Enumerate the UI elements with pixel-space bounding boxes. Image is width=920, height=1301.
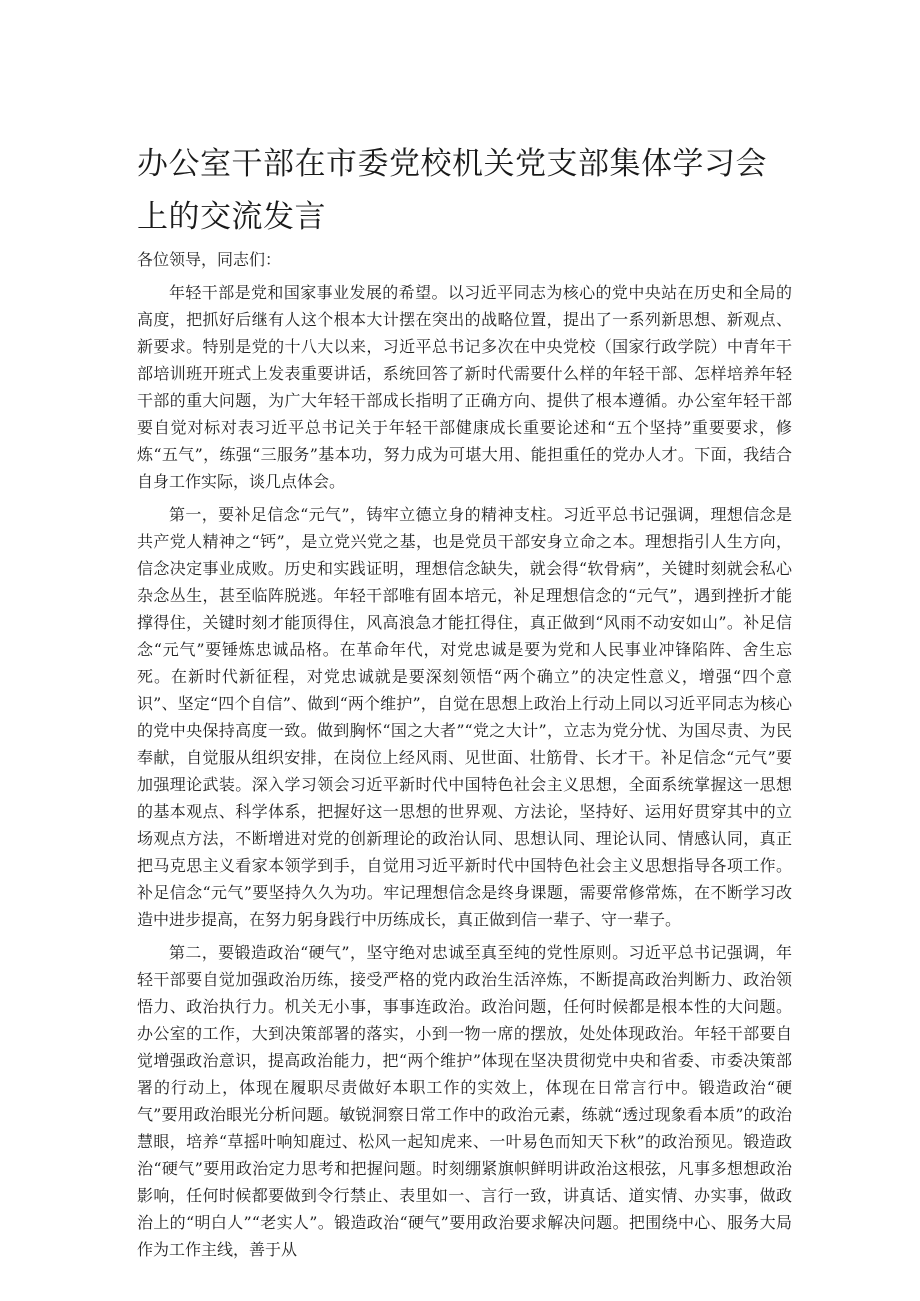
- paragraph-intro: 年轻干部是党和国家事业发展的希望。以习近平同志为核心的党中央站在历史和全局的高度，把抓好后继有人这个根本大计摆在突出的战略位置，提出了一系列新思想、新观点、新要求。特别是党的十八大以来，习近平总书记多次在中央党校（国家行政学院）中青年干部培训班开班式上发表重要讲话，系统回答了新时代需要什么样的年轻干部、怎样培养年轻干部的重大问题，为广大年轻干部成长指明了正确方向、提供了根本遵循。办公室年轻干部要自觉对标对表习近平总书记关于年轻干部健康成长重要论述和“五个坚持”重要要求，修炼“五气”，练强“三服务”基本功，努力成为可堪大用、能担重任的党办人才。下面，我结合自身工作实际，谈几点体会。: [137, 283, 792, 491]
- page-title: 办公室干部在市委党校机关党支部集体学习会上的交流发言: [137, 146, 767, 235]
- greeting: 各位领导，同志们：: [137, 250, 282, 269]
- paragraph-first-point: 第一，要补足信念“元气”，铸牢立德立身的精神支柱。习近平总书记强调，理想信念是共产党人精神之“钙”，是立党兴党之基，也是党员干部安身立命之本。理想指引人生方向，信念决定事业成败。历史和实践证明，理想信念缺失，就会得“软骨病”，关键时刻就会私心杂念丛生，甚至临阵脱逃。年轻干部唯有固本培元，补足理想信念的“元气”，遇到挫折才能撑得住，关键时刻才能顶得住，风高浪急才能扛得住，真正做到“风雨不动安如山”。补足信念“元气”要锤炼忠诚品格。在革命年代，对党忠诚是要为党和人民事业冲锋陷阵、舍生忘死。在新时代新征程，对党忠诚就是要深刻领悟“两个确立”的决定性意义，增强“四个意识”、坚定“四个自信”、做到“两个维护”，自觉在思想上政治上行动上同以习近平同志为核心的党中央保持高度一致。做到胸怀“国之大者”“党之大计”，立志为党分忧、为国尽责、为民奉献，自觉服从组织安排，在岗位上经风雨、见世面、壮筋骨、长才干。补足信念“元气”要加强理论武装。深入学习领会习近平新时代中国特色社会主义思想，全面系统掌握这一思想的基本观点、科学体系，把握好这一思想的世界观、方法论，坚持好、运用好贯穿其中的立场观点方法，不断增进对党的创新理论的政治认同、思想认同、理论认同、情感认同，真正把马克思主义看家本领学到手，自觉用习近平新时代中国特色社会主义思想指导各项工作。补足信念“元气”要坚持久久为功。牢记理想信念是终身课题，需要常修常炼，在不断学习改造中进步提高，在努力躬身践行中历练成长，真正做到信一辈子、守一辈子。: [137, 505, 792, 929]
- paragraph-second-point: 第二，要锻造政治“硬气”，坚守绝对忠诚至真至纯的党性原则。习近平总书记强调，年轻干部要自觉加强政治历练，接受严格的党内政治生活淬炼，不断提高政治判断力、政治领悟力、政治执行力。机关无小事，事事连政治。政治问题，任何时候都是根本性的大问题。办公室的工作，大到决策部署的落实，小到一物一席的摆放，处处体现政治。年轻干部要自觉增强政治意识，提高政治能力，把“两个维护”体现在坚决贯彻党中央和省委、市委决策部署的行动上，体现在履职尽责做好本职工作的实效上，体现在日常言行中。锻造政治“硬气”要用政治眼光分析问题。敏锐洞察日常工作中的政治元素，练就“透过现象看本质”的政治慧眼，培养“草摇叶响知鹿过、松风一起知虎来、一叶易色而知天下秋”的政治预见。锻造政治“硬气”要用政治定力思考和把握问题。时刻绷紧旗帜鲜明讲政治这根弦，凡事多想想政治影响，任何时候都要做到令行禁止、表里如一、言行一致，讲真话、道实情、办实事，做政治上的“明白人”“老实人”。锻造政治“硬气”要用政治要求解决问题。把围绕中心、服务大局作为工作主线，善于从: [137, 943, 792, 1259]
- document-body: [137, 246, 792, 1269]
